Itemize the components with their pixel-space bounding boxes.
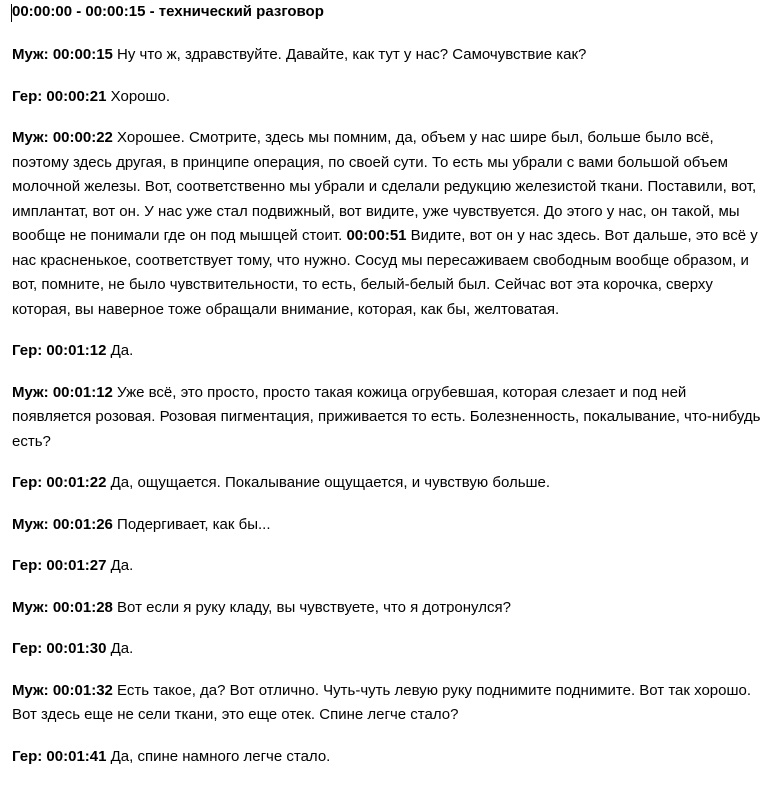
transcript-entry: [12, 471, 762, 496]
utterance-text: Есть такое, да? Вот отлично. Чуть-чуть левую руку поднимите поднимите. Вот так хорошо. Вот здесь еще не сели ткани, это еще отек. Спине легче стало?: [12, 681, 752, 723]
timestamp: 00:01:41: [46, 747, 107, 765]
speaker-label: Муж:: [12, 598, 49, 616]
utterance-text: Да.: [110, 557, 134, 574]
transcript-entry: [12, 85, 762, 110]
transcript-entry: [12, 339, 762, 364]
utterance-text: Да, ощущается. Покалывание ощущается, и чувствую больше.: [110, 474, 551, 491]
transcript-entry: [12, 679, 762, 728]
speaker-label: Гер:: [12, 640, 43, 657]
timestamp: 00:01:12: [52, 383, 113, 401]
utterance-text: Вот если я руку кладу, вы чувствуете, что я дотронулся?: [117, 598, 511, 616]
transcript-entry: [12, 596, 762, 621]
transcript-entry: [12, 126, 762, 322]
utterance-text: Хорошо.: [110, 87, 171, 105]
transcript-entry: [12, 43, 762, 68]
document-heading: 00:00:00 - 00:00:15 - технический разговор: [12, 3, 324, 20]
transcript-entry: [12, 381, 762, 455]
timestamp-inline: 00:00:51: [346, 227, 407, 244]
timestamp: 00:01:12: [46, 342, 107, 359]
transcript-entry: [12, 554, 762, 579]
speaker-label: Муж:: [12, 681, 49, 699]
timestamp: 00:01:32: [52, 681, 113, 699]
utterance-text: Да.: [110, 342, 134, 359]
transcript-entry: [12, 745, 762, 770]
timestamp: 00:00:21: [46, 87, 107, 105]
timestamp: 00:00:15: [52, 46, 113, 63]
speaker-label: Гер:: [12, 87, 43, 105]
timestamp: 00:01:28: [52, 598, 113, 616]
utterance-text: Хорошее. Смотрите, здесь мы помним, да, объем у нас шире был, больше было всё, поэтому здесь другая, в принципе операция, по своей сути. То есть мы убрали с вами большой объем молочной железы. Вот, соответственно мы убрали и сделали редукцию железистой ткани. Поставили, вот, имплантат, вот он. У нас уже стал подвижный, вот видите, уже чувствуется. До этого у нас, он такой, мы вообще не понимали где он под мышцей стоит.: [12, 129, 757, 244]
timestamp: 00:01:22: [46, 474, 107, 491]
utterance-text-continued: Видите, вот он у нас здесь. Вот дальше, это всё у нас красненькое, соответствует тому, что нужно. Сосуд мы пересаживаем свободным вообще образом, и вот, помните, не было чувствительности, то есть, белый-белый был. Сейчас вот эта корочка, сверху которая, вы наверное тоже обращали внимание, которая, как бы, желтоватая.: [12, 227, 758, 318]
utterance-text: Да.: [110, 640, 134, 657]
timestamp: 00:01:30: [46, 640, 107, 657]
transcript-entry: [12, 637, 762, 662]
utterance-text: Подергивает, как бы...: [117, 515, 271, 533]
transcript-entry: [12, 513, 762, 538]
utterance-text: Уже всё, это просто, просто такая кожица огрубевшая, которая слезает и под ней появляется розовая. Розовая пигментация, приживается то есть. Болезненность, покалывание, что-нибудь есть?: [12, 383, 761, 450]
speaker-label: Гер:: [12, 474, 43, 491]
speaker-label: Гер:: [12, 342, 43, 359]
utterance-text: Да, спине намного легче стало.: [110, 747, 331, 765]
speaker-label: Гер:: [12, 747, 43, 765]
timestamp: 00:01:26: [52, 515, 113, 533]
speaker-label: Муж:: [12, 383, 49, 401]
speaker-label: Муж:: [12, 515, 49, 533]
text-cursor: [11, 4, 12, 22]
timestamp: 00:01:27: [46, 557, 107, 574]
timestamp: 00:00:22: [52, 129, 113, 146]
speaker-label: Гер:: [12, 557, 43, 574]
utterance-text: Ну что ж, здравствуйте. Давайте, как тут у нас? Самочувствие как?: [117, 46, 587, 63]
speaker-label: Муж:: [12, 129, 49, 146]
speaker-label: Муж:: [12, 46, 49, 63]
